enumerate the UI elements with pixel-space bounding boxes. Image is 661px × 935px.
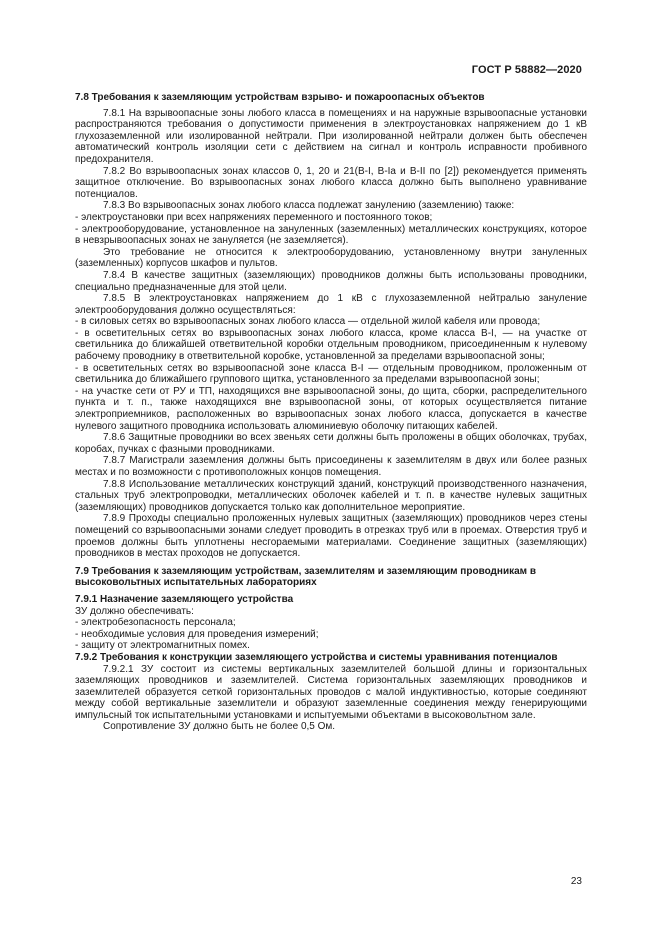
list-item: - в осветительных сетях во взрывоопасных зонах любого класса, кроме класса В-I, — на участке от светильника до ближайшей ответвительной коробки отдельным проводником, присоединенным к нулевому рабочему проводнику в ответвительной коробке, установленной за пределами взрывоопасной зоны; (75, 327, 587, 363)
list-item: - в силовых сетях во взрывоопасных зонах любого класса — отдельной жилой кабеля или провода; (75, 316, 541, 328)
paragraph-7-8-3-note: Это требование не относится к электрооборудованию, установленному внутри зануленных (заземленных) корпусов шкафов и пультов. (75, 246, 587, 270)
paragraph-resistance: Сопротивление ЗУ должно быть не более 0,5 Ом. (103, 721, 336, 733)
paragraph-7-8-8: 7.8.8 Использование металлических конструкций зданий, конструкций производственного назначения, стальных труб электропроводки, металлических оболочек кабелей и т. п. в качестве нулевых защитных (заземляющих) проводников допускается только как дополнительное мероприятие. (75, 478, 587, 513)
paragraph-7-8-2: 7.8.2 Во взрывоопасных зонах классов 0, 1, 20 и 21(В-I, В-Ia и В-II по [2]) рекомендуется применять защитное отключение. Во взрывоопасных зонах любого класса должно быть выполнено уравнивание потенциалов. (75, 165, 587, 200)
paragraph-7-9-2-1: 7.9.2.1 ЗУ состоит из системы вертикальных заземлителей большой длины и горизонтальных заземляющих проводников и заземлителей. Система горизонтальных заземляющих проводников и заземлителей образуется сеткой горизонтальных проводов с малой индуктивностью, которые соединяют между собой вертикальные заземлители и образуют заземленные соединения между генерирующими импульсный ток испытательными установками и испытуемыми объектами в высоковольтном зале. (75, 663, 587, 721)
paragraph-7-8-9: 7.8.9 Проходы специально проложенных нулевых защитных (заземляющих) проводников через стены помещений со взрывоопасными зонами следует проводить в отрезках труб или в проемах. Отверстия труб и проемов должны быть уплотнены несгораемыми материалами. Соединение защитных (заземляющих) проводников в местах проходов не допускается. (75, 513, 587, 560)
paragraph-7-8-5: 7.8.5 В электроустановках напряжением до 1 кВ с глухозаземленной нейтралью зануление электрооборудования должно осуществляться: (75, 293, 587, 316)
paragraph-7-8-7: 7.8.7 Магистрали заземления должны быть присоединены к заземлителям в двух или более разных местах и по возможности с противоположных концов помещения. (75, 455, 587, 478)
section-7-9-2-heading: 7.9.2 Требования к конструкции заземляющего устройства и системы уравнивания потенциалов (75, 651, 558, 663)
standard-designation: ГОСТ Р 58882—2020 (471, 64, 582, 76)
list-item: - в осветительных сетях во взрывоопасной зоне класса В-I — отдельным проводником, проложенным от светильника до ближайшего группового щитка, установленного за пределами взрывоопасной зоны; (75, 362, 587, 386)
list-item: - защиту от электромагнитных помех. (75, 640, 250, 652)
section-7-9-heading: 7.9 Требования к заземляющим устройствам, заземлителям и заземляющим проводникам в высоковольтных испытательных лабораториях (75, 565, 536, 589)
list-item: - на участке сети от РУ и ТП, находящихся вне взрывоопасной зоны, до щита, сборки, распределительного пункта и т. п., также находящихся вне взрывоопасной зоны, от которых осуществляется питание электроприемников, расположенных во взрывоопасных зонах любого класса, допускается в качестве нулевого защитного проводника использовать алюминиевую оболочку питающих кабелей. (75, 385, 587, 432)
paragraph-7-9-1-intro: ЗУ должно обеспечивать: (75, 605, 194, 617)
page-content (75, 92, 587, 733)
list-item: - электроустановки при всех напряжениях переменного и постоянного токов; (75, 211, 433, 223)
paragraph-7-8-3: 7.8.3 Во взрывоопасных зонах любого класса подлежат занулению (заземлению) также: (103, 200, 515, 212)
page-number: 23 (570, 876, 582, 887)
section-7-9-1-heading: 7.9.1 Назначение заземляющего устройства (75, 593, 294, 605)
section-7-8-heading: 7.8 Требования к заземляющим устройствам взрыво- и пожароопасных объектов (75, 92, 485, 103)
paragraph-7-8-4: 7.8.4 В качестве защитных (заземляющих) проводников должны быть использованы проводники, специально предназначенные для этой цели. (75, 269, 587, 293)
list-item: - необходимые условия для проведения измерений; (75, 628, 319, 640)
paragraph-7-8-6: 7.8.6 Защитные проводники во всех звеньях сети должны быть проложены в общих оболочках, трубах, коробах, пучках с фазными проводниками. (75, 432, 587, 455)
list-item: - электрооборудование, установленное на зануленных (заземленных) металлических конструкциях, которое в невзрывоопасных зонах не зануляется (не заземляется). (75, 223, 587, 247)
paragraph-7-8-1: 7.8.1 На взрывоопасные зоны любого класса в помещениях и на наружные взрывоопасные установки распространяются требования о допустимости применения в электроустановках напряжением до 1 кВ глухозаземленной или изолированной нейтрали. При изолированной нейтрали должен быть обеспечен автоматический контроль изоляции сети с действием на сигнал и контроль исправности пробивного предохранителя. (75, 107, 587, 165)
list-item: - электробезопасность персонала; (75, 617, 236, 629)
